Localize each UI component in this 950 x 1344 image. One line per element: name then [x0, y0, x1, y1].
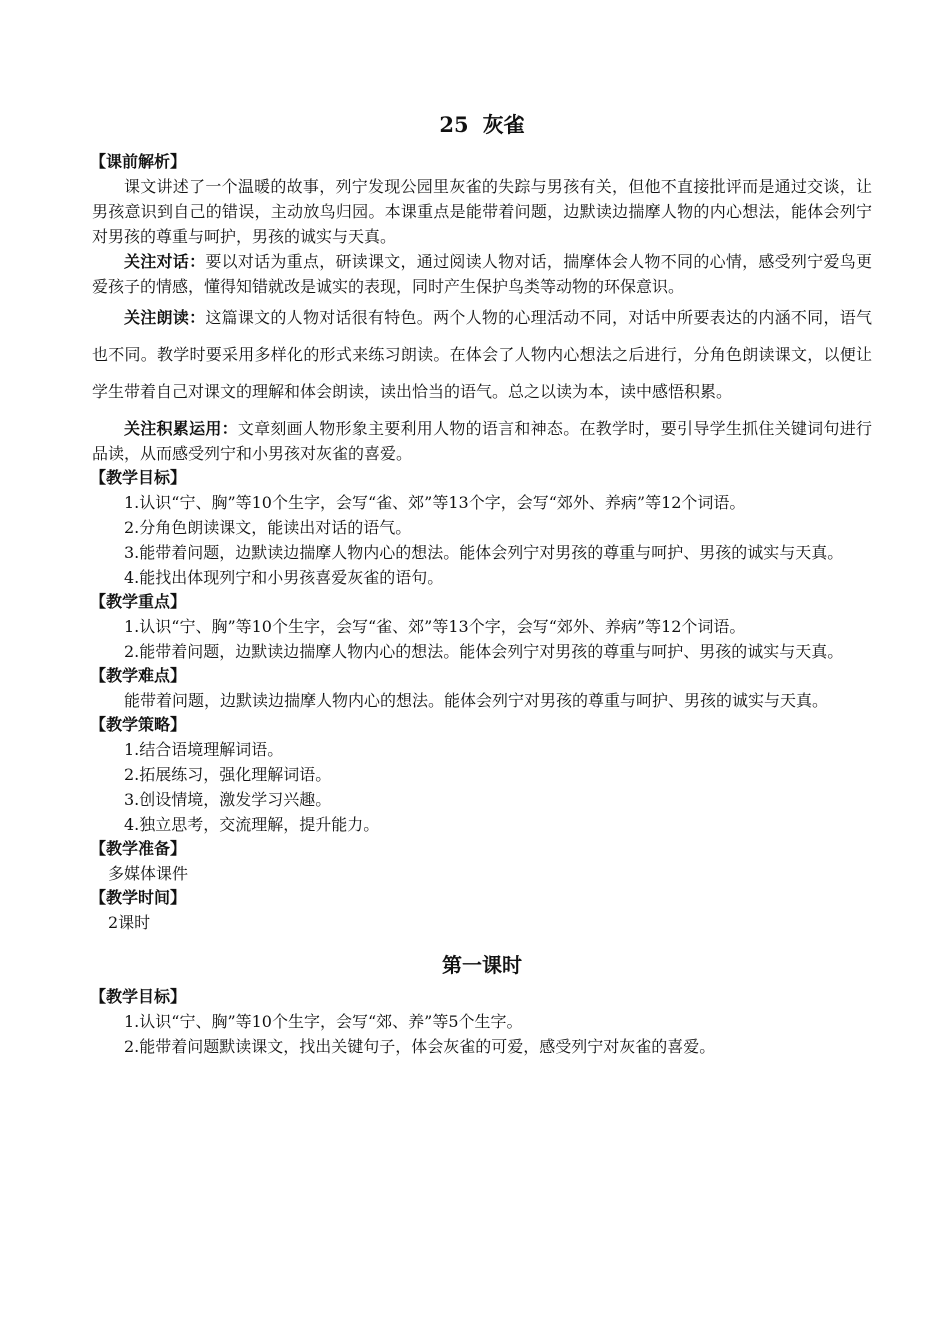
focus-reading-text: 这篇课文的人物对话很有特色。两个人物的心理活动不同，对话中所要表达的内涵不同，语气也不同。教学时要采用多样化的形式来练习朗读。在体会了人物内心想法之后进行，分角色朗读课文，以便让学生带着自己对课文的理解和体会朗读，读出恰当的语气。总之以读为本，读中感悟积累。	[92, 308, 872, 401]
key-points-heading: 【教学重点】	[90, 592, 187, 611]
pre-analysis-paragraph: 课文讲述了一个温暖的故事，列宁发现公园里灰雀的失踪与男孩有关，但他不直接批评而是通过交谈，让男孩意识到自己的错误，主动放鸟归园。本课重点是能带着问题，边默读边揣摩人物的内心想法，能体会列宁对男孩的尊重与呵护，男孩的诚实与天真。	[92, 177, 872, 246]
strategy-item: 3.创设情境，激发学习兴趣。	[124, 790, 332, 809]
teaching-goals-heading: 【教学目标】	[90, 468, 187, 487]
first-lesson-goal-item: 2.能带着问题默读课文，找出关键句子，体会灰雀的可爱，感受列宁对灰雀的喜爱。	[124, 1037, 716, 1056]
focus-dialogue-paragraph	[92, 249, 872, 299]
focus-accumulation-paragraph	[92, 416, 872, 466]
strategy-item: 2.拓展练习，强化理解词语。	[124, 765, 332, 784]
goal-item: 2.分角色朗读课文，能读出对话的语气。	[124, 518, 412, 537]
key-point-item: 2.能带着问题，边默读边揣摩人物内心的想法。能体会列宁对男孩的尊重与呵护、男孩的诚实与天真。	[124, 642, 844, 661]
pre-analysis-heading: 【课前解析】	[90, 152, 187, 171]
lesson-title	[92, 110, 872, 140]
key-point-item: 1.认识“宁、胸”等10个生字，会写“雀、郊”等13个字，会写“郊外、养病”等12个词语。	[124, 617, 746, 636]
teaching-time-heading: 【教学时间】	[90, 888, 187, 907]
lesson-number: 25	[439, 112, 469, 137]
strategy-item: 1.结合语境理解词语。	[124, 740, 284, 759]
first-lesson-goal-item: 1.认识“宁、胸”等10个生字，会写“郊、养”等5个生字。	[124, 1012, 523, 1031]
goal-item: 1.认识“宁、胸”等10个生字，会写“雀、郊”等13个字，会写“郊外、养病”等12个词语。	[124, 493, 746, 512]
preparation-text: 多媒体课件	[108, 864, 189, 883]
lesson-name: 灰雀	[482, 112, 525, 137]
preparation-heading: 【教学准备】	[90, 839, 187, 858]
first-lesson-goals-heading: 【教学目标】	[90, 987, 187, 1006]
first-lesson-title: 第一课时	[442, 953, 522, 977]
goal-item: 4.能找出体现列宁和小男孩喜爱灰雀的语句。	[124, 568, 444, 587]
document-page	[92, 110, 872, 1059]
difficulty-text: 能带着问题，边默读边揣摩人物内心的想法。能体会列宁对男孩的尊重与呵护、男孩的诚实与天真。	[124, 691, 829, 710]
difficulty-heading: 【教学难点】	[90, 666, 187, 685]
focus-accumulation-text: 文章刻画人物形象主要利用人物的语言和神态。在教学时，要引导学生抓住关键词句进行品读，从而感受列宁和小男孩对灰雀的喜爱。	[92, 419, 872, 463]
goal-item: 3.能带着问题，边默读边揣摩人物内心的想法。能体会列宁对男孩的尊重与呵护、男孩的诚实与天真。	[124, 543, 844, 562]
strategy-item: 4.独立思考，交流理解，提升能力。	[124, 815, 380, 834]
strategy-heading: 【教学策略】	[90, 715, 187, 734]
focus-dialogue-keyword: 关注对话：	[124, 252, 206, 271]
focus-dialogue-text: 要以对话为重点，研读课文，通过阅读人物对话，揣摩体会人物不同的心情，感受列宁爱鸟更爱孩子的情感，懂得知错就改是诚实的表现，同时产生保护鸟类等动物的环保意识。	[92, 252, 872, 296]
focus-reading-paragraph	[92, 299, 872, 410]
focus-accumulation-keyword: 关注积累运用：	[124, 419, 238, 438]
teaching-time-text: 2课时	[108, 913, 151, 932]
focus-reading-keyword: 关注朗读：	[124, 308, 206, 327]
